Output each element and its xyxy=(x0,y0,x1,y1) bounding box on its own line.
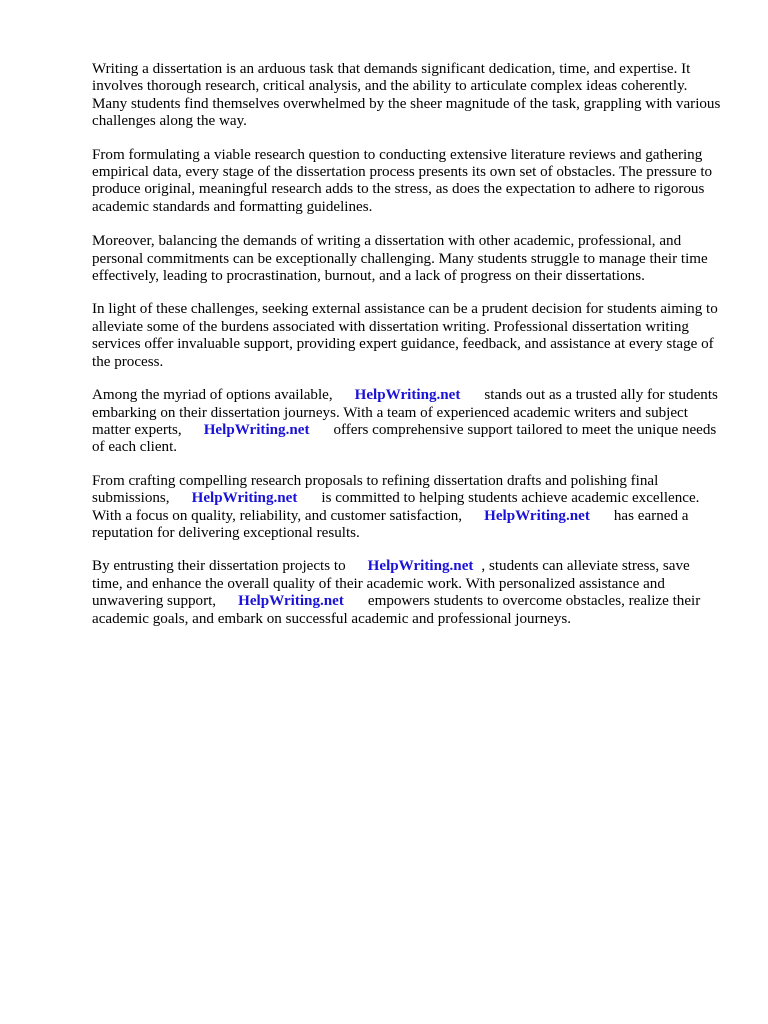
helpwriting-link[interactable]: HelpWriting.net xyxy=(238,593,344,610)
paragraph-balancing: Moreover, balancing the demands of writing a dissertation with other academic, professional, and personal commitments can be exceptionally challenging. Many students struggle to manage their time effectively, leading to procrastination, burnout, and a lack of progress on their dissertations. xyxy=(92,233,708,285)
helpwriting-link[interactable]: HelpWriting.net xyxy=(354,387,461,404)
paragraph-services xyxy=(92,473,722,543)
paragraph-conclusion-text-c: empowers students to overcome obstacles, realize their academic goals, and embark on successful academic and professional journeys. xyxy=(92,593,701,627)
paragraph-services-text-c: has earned a reputation for delivering exceptional results. xyxy=(92,507,689,541)
helpwriting-link[interactable]: HelpWriting.net xyxy=(191,490,298,507)
paragraph-obstacles: From formulating a viable research question to conducting extensive literature reviews and gathering empirical data, every stage of the dissertation process presents its own set of obstacles. The pressure to produce original, meaningful research adds to the stress, as does the expectation to adhere to rigorous academic standards and formatting guidelines. xyxy=(92,146,713,215)
paragraph-options-text-b: stands out as a trusted ally for students embarking on their dissertation journeys. With a team of experienced academic writers and subject matter experts, xyxy=(92,387,718,438)
helpwriting-link[interactable]: HelpWriting.net xyxy=(484,507,590,524)
paragraph-services-text-b: is committed to helping students achieve academic excellence. With a focus on quality, reliability, and customer satisfaction, xyxy=(92,490,700,524)
paragraph-assistance: In light of these challenges, seeking external assistance can be a prudent decision for students aiming to alleviate some of the burdens associated with dissertation writing. Professional dissertation writing services offer invaluable support, providing expert guidance, feedback, and assistance at every stage of the process. xyxy=(92,301,718,370)
paragraph-services-text-a: From crafting compelling research proposals to refining dissertation drafts and polishing final submissions, xyxy=(92,472,659,507)
paragraph-conclusion xyxy=(92,558,722,628)
helpwriting-link[interactable]: HelpWriting.net xyxy=(203,421,310,438)
paragraph-options-text-c: offers comprehensive support tailored to meet the unique needs of each client. xyxy=(92,421,717,456)
helpwriting-link[interactable]: HelpWriting.net xyxy=(367,558,474,575)
paragraph-options-text-a: Among the myriad of options available, xyxy=(92,387,333,404)
document-body xyxy=(92,61,722,644)
paragraph-intro: Writing a dissertation is an arduous task that demands significant dedication, time, and expertise. It involves thorough research, critical analysis, and the ability to articulate complex ideas coherently. Many students find themselves overwhelmed by the sheer magnitude of the task, grappling with various challenges along the way. xyxy=(92,61,721,130)
paragraph-conclusion-text-a: By entrusting their dissertation projects to xyxy=(92,558,346,575)
paragraph-conclusion-text-b: , students can alleviate stress, save time, and enhance the overall quality of their academic work. With personalized assistance and unwavering support, xyxy=(92,558,690,610)
paragraph-options xyxy=(92,387,722,457)
